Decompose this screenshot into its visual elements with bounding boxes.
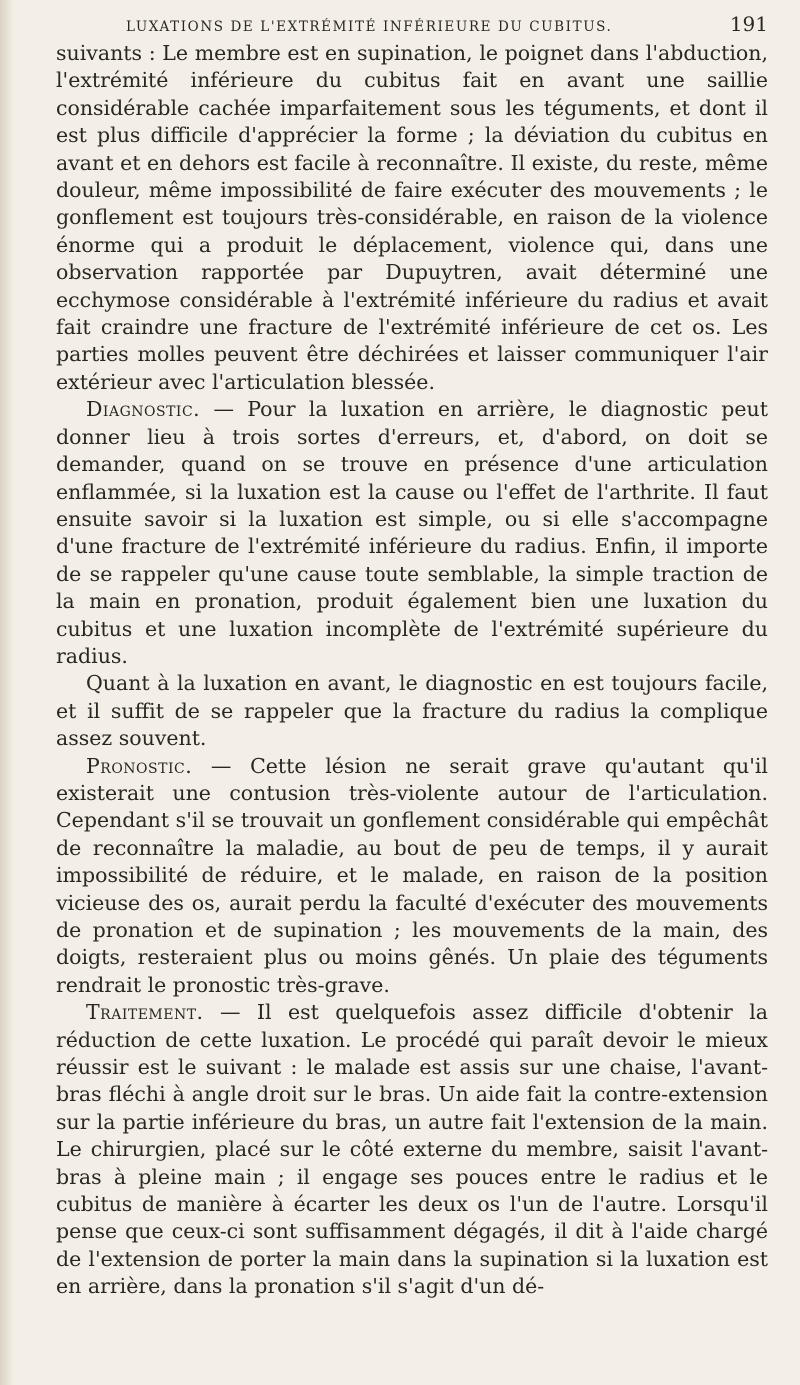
running-title: LUXATIONS DE L'EXTRÉMITÉ INFÉRIEURE DU CUBITUS.: [126, 19, 613, 35]
paragraph-diagnostic: [56, 396, 768, 670]
paragraph-luxation-avant: Quant à la luxation en avant, le diagnostic en est toujours facile, et il suffit de se rappeler que la fracture du radius la complique assez souvent.: [56, 671, 768, 751]
book-page: [56, 12, 768, 1301]
traitement-text: — Il est quelquefois assez difficile d'obtenir la réduction de cette luxation. Le procédé qui paraît devoir le mieux réussir est le suivant : le malade est assis sur une chaise, l'avant-bras fléchi à angle droit sur le bras. Un aide fait la contre-extension sur la partie inférieure du bras, un autre fait l'extension de la main. Le chirurgien, placé sur le côté externe du membre, saisit l'avant-bras à pleine main ; il engage ses pouces entre le radius et le cubitus de manière à écarter les deux os l'un de l'autre. Lorsqu'il pense que ceux-ci sont suffisamment dégagés, il dit à l'aide chargé de l'extension de porter la main dans la supination si la luxation est en arrière, dans la pronation s'il s'agit d'un dé-: [56, 1000, 768, 1299]
section-heading-traitement: Traitement.: [86, 1000, 204, 1025]
section-heading-diagnostic: Diagnostic.: [86, 397, 201, 422]
pronostic-text: — Cette lésion ne serait grave qu'autant qu'il existerait une contusion très-violente autour de l'articulation. Cependant s'il se trouvait un gonflement considérable qui empêchât de reconnaître la maladie, au bout de peu de temps, il y aurait impossibilité de réduire, et le malade, en raison de la position vicieuse des os, aurait perdu la faculté d'exécuter des mouvements de pronation et de supination ; les mouvements de la main, des doigts, resteraient plus ou moins gênés. Un plaie des téguments rendrait le pronostic très-grave.: [56, 753, 768, 997]
page-edge-shadow: [0, 0, 14, 1385]
diagnostic-text: — Pour la luxation en arrière, le diagnostic peut donner lieu à trois sortes d'erreurs, et, d'abord, on doit se demander, quand on se trouve en présence d'une articulation enflammée, si la luxation est la cause ou l'effet de l'arthrite. Il faut ensuite savoir si la luxation est simple, ou si elle s'accompagne d'une fracture de l'extrémité inférieure du radius. Enfin, il importe de se rappeler qu'une cause toute semblable, la simple traction de la main en pronation, produit également bien une luxation du cubitus et une luxation incomplète de l'extrémité supérieure du radius.: [56, 397, 768, 668]
paragraph-pronostic: [56, 753, 768, 1000]
section-heading-pronostic: Pronostic.: [86, 753, 193, 778]
paragraph-continuation: suivants : Le membre est en supination, le poignet dans l'abduction, l'extrémité inférieure du cubitus fait en avant une saillie considérable cachée imparfaitement sous les téguments, et dont il est plus difficile d'apprécier la forme ; la déviation du cubitus en avant et en dehors est facile à reconnaître. Il existe, du reste, même douleur, même impossibilité de faire exécuter des mouvements ; le gonflement est toujours très-considérable, en raison de la violence énorme qui a produit le déplacement, violence qui, dans une observation rapportée par Dupuytren, avait déterminé une ecchymose considérable à l'extrémité inférieure du radius et avait fait craindre une fracture de l'extrémité inférieure de cet os. Les parties molles peuvent être déchirées et laisser communiquer l'air extérieur avec l'articulation blessée.: [56, 41, 768, 394]
paragraph-traitement: [56, 999, 768, 1300]
page-number: 191: [729, 12, 768, 36]
page-header: [126, 12, 768, 36]
